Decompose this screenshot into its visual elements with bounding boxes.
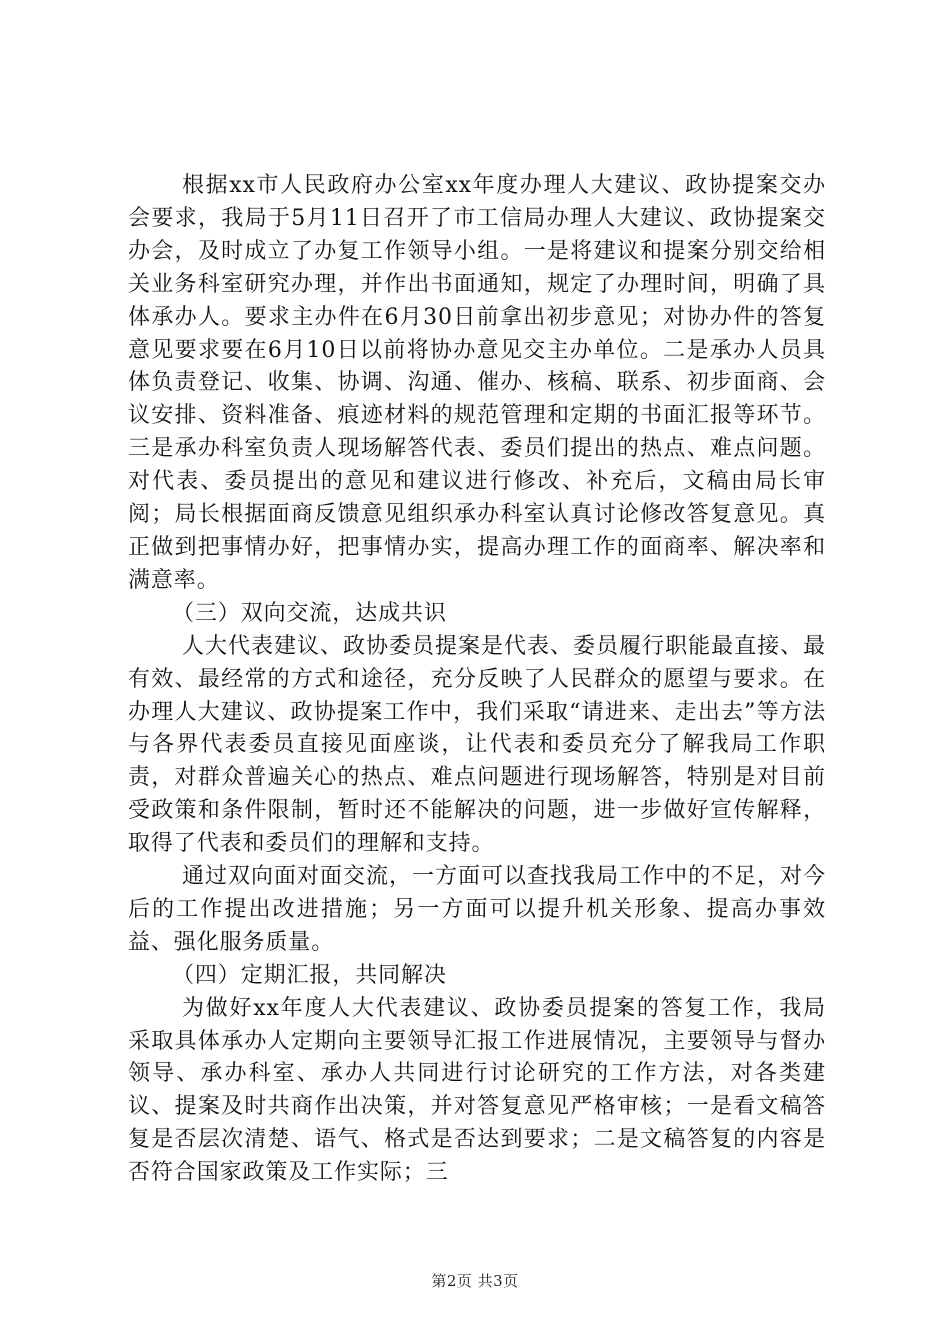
body-paragraph: 根据xx市人民政府办公室xx年度办理人大建议、政协提案交办会要求，我局于5月11日召开了市工信局办理人大建议、政协提案交办会，及时成立了办复工作领导小组。一是将建议和提案分别交给相关业务科室研究办理，并作出书面通知，规定了办理时间，明确了具体承办人。要求主办件在6月30日前拿出初步意见；对协办件的答复意见要求要在6月10日以前将协办意见交主办单位。二是承办人员具体负责登记、收集、协调、沟通、催办、核稿、联系、初步面商、会议安排、资料准备、痕迹材料的规范管理和定期的书面汇报等环节。三是承办科室负责人现场解答代表、委员们提出的热点、难点问题。对代表、委员提出的意见和建议进行修改、补充后，文稿由局长审阅；局长根据面商反馈意见组织承办科室认真讨论修改答复意见。真正做到把事情办好，把事情办实，提高办理工作的面商率、解决率和满意率。 bbox=[128, 173, 826, 593]
section-heading: （三）双向交流，达成共识 bbox=[172, 600, 447, 626]
document-body bbox=[128, 170, 826, 1190]
body-paragraph: 人大代表建议、政协委员提案是代表、委员履行职能最直接、最有效、最经常的方式和途径，充分反映了人民群众的愿望与要求。在办理人大建议、政协提案工作中，我们采取“请进来、走出去”等方法与各界代表委员直接见面座谈，让代表和委员充分了解我局工作职责，对群众普遍关心的热点、难点问题进行现场解答，特别是对目前受政策和条件限制，暂时还不能解决的问题，进一步做好宣传解释，取得了代表和委员们的理解和支持。 bbox=[128, 633, 826, 857]
body-paragraph: 为做好xx年度人大代表建议、政协委员提案的答复工作，我局采取具体承办人定期向主要领导汇报工作进展情况，主要领导与督办领导、承办科室、承办人共同进行讨论研究的工作方法，对各类建议、提案及时共商作出决策，并对答复意见严格审核；一是看文稿答复是否层次清楚、语气、格式是否达到要求；二是文稿答复的内容是否符合国家政策及工作实际；三 bbox=[128, 995, 826, 1186]
page-number-footer: 第2页 共3页 bbox=[431, 1272, 519, 1290]
body-paragraph: 通过双向面对面交流，一方面可以查找我局工作中的不足，对今后的工作提出改进措施；另一方面可以提升机关形象、提高办事效益、强化服务质量。 bbox=[128, 864, 826, 955]
section-heading: （四）定期汇报，共同解决 bbox=[172, 962, 447, 988]
